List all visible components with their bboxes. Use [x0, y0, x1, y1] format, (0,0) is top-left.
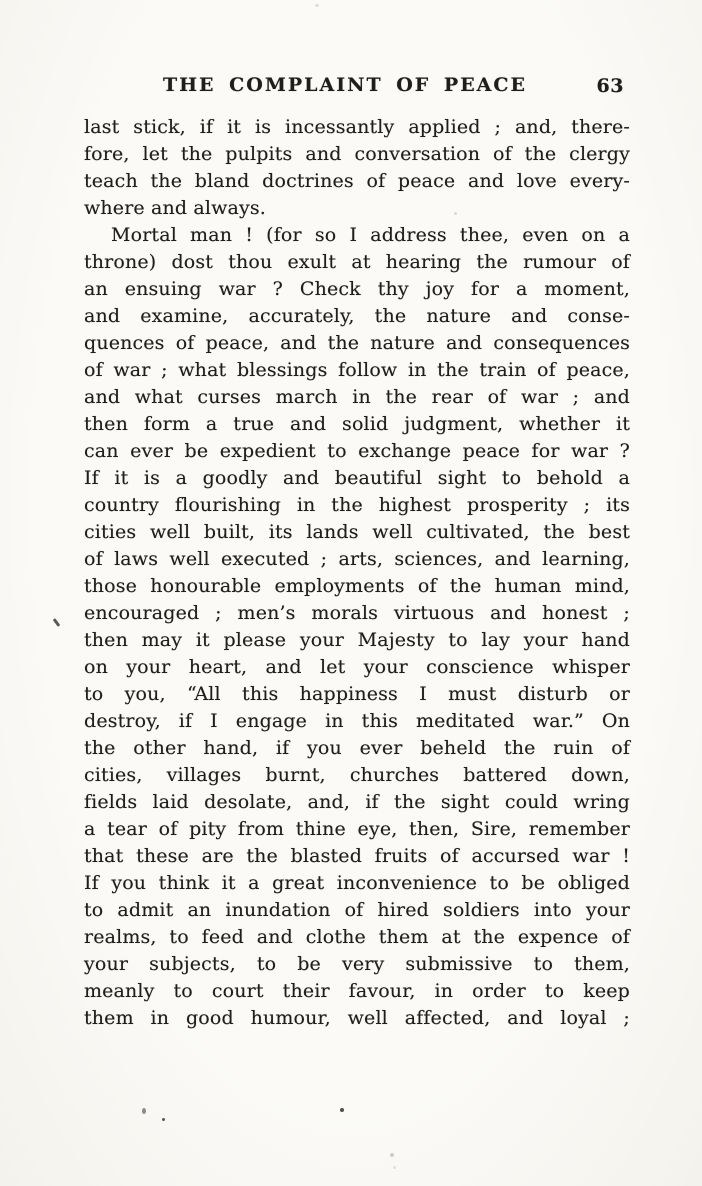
text-line: fields laid desolate, and, if the sight could wring	[84, 791, 630, 813]
text-line: realms, to feed and clothe them at the expence of	[84, 926, 630, 948]
scan-speck	[315, 4, 319, 7]
paragraph	[84, 222, 630, 1032]
text-line: where and always.	[84, 197, 266, 219]
text-line: them in good humour, well affected, and loyal ;	[84, 1007, 630, 1029]
text-line: quences of peace, and the nature and consequences	[84, 332, 630, 354]
scan-speck	[142, 1108, 146, 1114]
text-line: the other hand, if you ever beheld the ruin of	[84, 737, 630, 759]
text-line: an ensuing war ? Check thy joy for a moment,	[84, 278, 630, 300]
text-line: to you, “All this happiness I must disturb or	[84, 683, 630, 705]
text-line: fore, let the pulpits and conversation of the clergy	[84, 143, 630, 165]
scan-speck	[390, 1153, 394, 1157]
text-line: last stick, if it is incessantly applied ; and, there-	[84, 116, 630, 138]
text-line: then form a true and solid judgment, whether it	[84, 413, 630, 435]
running-title: THE COMPLAINT OF PEACE	[162, 74, 528, 96]
text-line: a tear of pity from thine eye, then, Sire, remember	[84, 818, 630, 840]
page-number: 63	[596, 75, 624, 97]
text-line: cities, villages burnt, churches battered down,	[84, 764, 630, 786]
scan-speck	[340, 1108, 344, 1112]
scan-speck	[454, 212, 457, 215]
text-line: If you think it a great inconvenience to be obliged	[84, 872, 630, 894]
text-line: of laws well executed ; arts, sciences, and learning,	[84, 548, 630, 570]
text-line: to admit an inundation of hired soldiers into your	[84, 899, 630, 921]
text-line: encouraged ; men’s morals virtuous and honest ;	[84, 602, 630, 624]
text-line: and examine, accurately, the nature and conse-	[84, 305, 630, 327]
text-line: can ever be expedient to exchange peace for war ?	[84, 440, 630, 462]
text-line: destroy, if I engage in this meditated war.” On	[84, 710, 630, 732]
text-line: that these are the blasted fruits of accursed war !	[84, 845, 630, 867]
text-line: then may it please your Majesty to lay your hand	[84, 629, 630, 651]
page-body	[84, 114, 630, 1032]
text-line: teach the bland doctrines of peace and love every-	[84, 170, 630, 192]
text-line: your subjects, to be very submissive to them,	[84, 953, 630, 975]
page-header	[84, 74, 630, 100]
scan-speck	[393, 1166, 396, 1169]
text-line: of war ; what blessings follow in the train of peace,	[84, 359, 630, 381]
text-line: meanly to court their favour, in order to keep	[84, 980, 630, 1002]
scan-speck	[162, 1118, 165, 1121]
text-line: on your heart, and let your conscience whisper	[84, 656, 630, 678]
text-line: those honourable employments of the human mind,	[84, 575, 630, 597]
text-line: throne) dost thou exult at hearing the rumour of	[84, 251, 630, 273]
text-line: country flourishing in the highest prosperity ; its	[84, 494, 630, 516]
text-line: Mortal man ! (for so I address thee, even on a	[111, 224, 630, 246]
scan-margin-mark	[53, 618, 61, 627]
text-line: and what curses march in the rear of war ; and	[84, 386, 630, 408]
paragraph	[84, 114, 630, 222]
text-line: cities well built, its lands well cultivated, the best	[84, 521, 630, 543]
text-line: If it is a goodly and beautiful sight to behold a	[84, 467, 630, 489]
